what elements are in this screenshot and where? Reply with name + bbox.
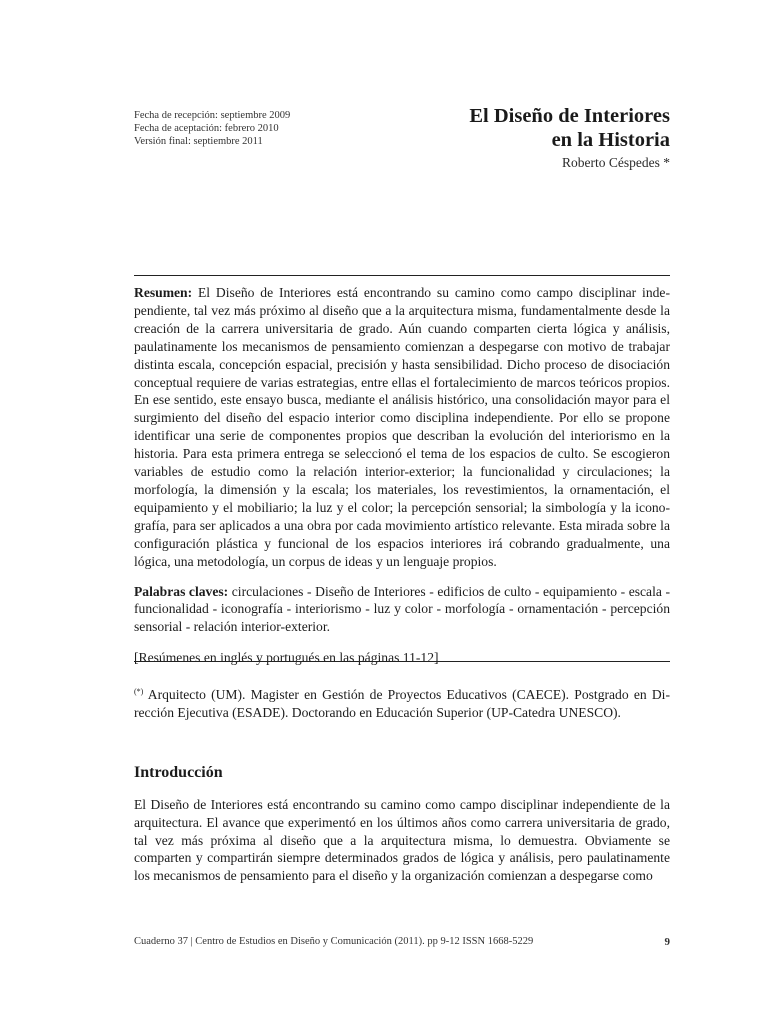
- abstract-paragraph: [134, 284, 670, 571]
- accepted-date: Fecha de aceptación: febrero 2010: [134, 123, 279, 134]
- publication-dates: [134, 109, 290, 148]
- introduction-heading: Introducción: [134, 764, 223, 781]
- footnote-text: Arquitecto (UM). Magister en Gestión de Proyectos Educativos (CAECE). Postgrado en Dirección Ejecutiva (ESADE). Doctorando en Educación Superior (UP-Catedra UNESCO).: [134, 687, 670, 720]
- page-footer: [134, 935, 670, 949]
- article-title-block: [469, 104, 670, 172]
- keywords-paragraph: [134, 583, 670, 637]
- abstract-bottom-rule: [134, 661, 670, 662]
- abstract-label: Resumen:: [134, 285, 193, 300]
- summaries-note: [Resúmenes en inglés y portugués en las páginas 11-12]: [134, 650, 439, 666]
- article-title-line-1: El Diseño de Interiores: [469, 105, 670, 127]
- footnote-marker: (*): [134, 687, 144, 696]
- article-title-line-2: en la Historia: [551, 129, 670, 151]
- introduction-paragraph: El Diseño de Interiores está encontrando su camino como campo disciplinar independiente de la arquitectura. El avance que experimentó en los últimos años como carrera universitaria de grado, tal vez más próxima al diseño que a la arquitectura misma, lo demuestra. Obviamente se comparten y compartirán siempre determinados grados de lógica y análisis, pero paulatinamente los mecanismos de pensamiento para el diseño y la organización comienzan a despegarse como: [134, 797, 670, 884]
- keywords-label: Palabras claves:: [134, 583, 229, 599]
- abstract-text: El Diseño de Interiores está encontrando su camino como campo disciplinar independiente, tal vez más próximo al diseño que a la arquitectura misma, fundamentalmente desde la creación de la carrera universitaria de grado. Aún cuando comparten cierta lógica y análisis, paulatinamente los mecanismos de pensamiento comienzan a despegarse con motivo de trabajar distinta escala, concepción espacial, precisión y hasta sensibilidad. Dicho proceso de disociación conceptual requiere de varias estrategias, entre ellas el fortalecimiento de marcos teóricos propios. En ese sentido, este ensayo busca, mediante el análisis histórico, una consolidación mayor para el surgimiento del diseño del espacio interior como disciplina independiente. Por ello se propone identificar una serie de componentes propios que describan la evolución del interiorismo en la historia. Para esta primera entrega se seleccionó el tema de los espacios de culto. Se escogieron variables de estudio como la relación interior-exterior; la funcionalidad y circulaciones; la morfología, la dimensión y la escala; los materiales, los revestimientos, la ornamentación, el equipamiento y el mobiliario; la luz y el color; la percepción sensorial; la simbología y la iconografía, para ser aplicados a una obra por cada movimiento artístico relevante. Esta mirada sobre la configuración plástica y funcional de los espacios interiores irá cobrando gradualmente, una lógica, una metodología, un corpus de ideas y un lenguaje propios.: [134, 285, 670, 569]
- abstract-top-rule: [134, 275, 670, 276]
- introduction-body: [134, 796, 670, 885]
- final-version-date: Versión final: septiembre 2011: [134, 136, 263, 147]
- abstract-section: [134, 284, 670, 667]
- keywords-text: circulaciones - Diseño de Interiores - edificios de culto - equipamiento - escala - funcionalidad - iconografía - interiorismo - luz y color - morfología - ornamentación - percepción sensorial - relación interior-exterior.: [134, 583, 670, 635]
- page-number: 9: [664, 936, 670, 948]
- footer-citation: Cuaderno 37 | Centro de Estudios en Diseño y Comunicación (2011). pp 9-12 ISSN 1668-5229: [134, 936, 534, 947]
- author-name: Roberto Céspedes *: [562, 155, 670, 170]
- received-date: Fecha de recepción: septiembre 2009: [134, 110, 291, 121]
- author-footnote: [134, 683, 670, 722]
